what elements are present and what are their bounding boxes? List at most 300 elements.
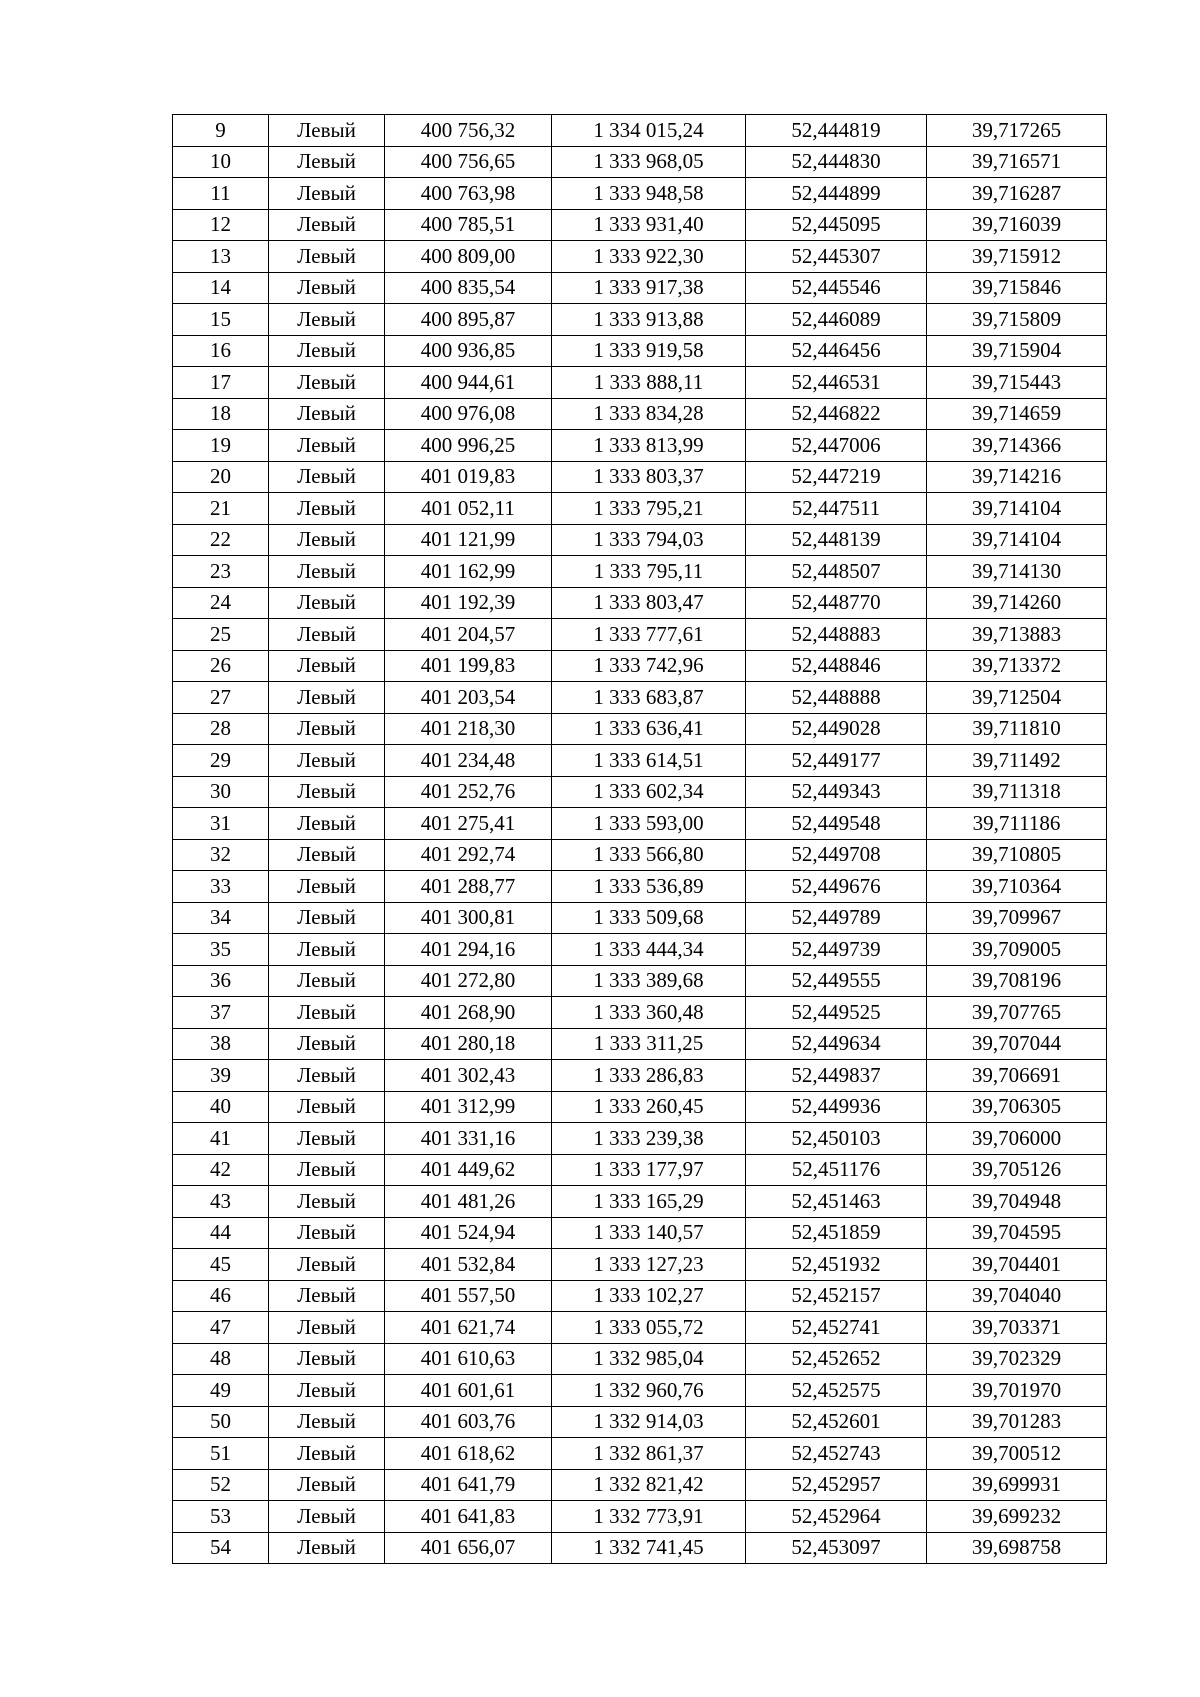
y-coordinate-cell: 1 333 917,38 (552, 272, 746, 304)
side-cell: Левый (269, 1123, 385, 1155)
longitude-cell: 39,712504 (927, 682, 1107, 714)
latitude-cell: 52,452575 (746, 1375, 927, 1407)
longitude-cell: 39,715809 (927, 304, 1107, 336)
longitude-cell: 39,710364 (927, 871, 1107, 903)
point-number-cell: 28 (173, 713, 269, 745)
table-row (173, 1060, 1107, 1092)
longitude-cell: 39,715846 (927, 272, 1107, 304)
y-coordinate-cell: 1 332 821,42 (552, 1469, 746, 1501)
latitude-cell: 52,449936 (746, 1091, 927, 1123)
y-coordinate-cell: 1 333 919,58 (552, 335, 746, 367)
side-cell: Левый (269, 115, 385, 147)
y-coordinate-cell: 1 333 177,97 (552, 1154, 746, 1186)
y-coordinate-cell: 1 333 165,29 (552, 1186, 746, 1218)
point-number-cell: 16 (173, 335, 269, 367)
table-row (173, 115, 1107, 147)
longitude-cell: 39,701970 (927, 1375, 1107, 1407)
side-cell: Левый (269, 587, 385, 619)
point-number-cell: 31 (173, 808, 269, 840)
x-coordinate-cell: 401 019,83 (385, 461, 552, 493)
longitude-cell: 39,714104 (927, 524, 1107, 556)
x-coordinate-cell: 401 601,61 (385, 1375, 552, 1407)
y-coordinate-cell: 1 332 914,03 (552, 1406, 746, 1438)
point-number-cell: 9 (173, 115, 269, 147)
longitude-cell: 39,714104 (927, 493, 1107, 525)
longitude-cell: 39,714130 (927, 556, 1107, 588)
x-coordinate-cell: 400 936,85 (385, 335, 552, 367)
latitude-cell: 52,449739 (746, 934, 927, 966)
table-row (173, 335, 1107, 367)
x-coordinate-cell: 400 756,65 (385, 146, 552, 178)
side-cell: Левый (269, 650, 385, 682)
latitude-cell: 52,447006 (746, 430, 927, 462)
latitude-cell: 52,448139 (746, 524, 927, 556)
y-coordinate-cell: 1 333 536,89 (552, 871, 746, 903)
longitude-cell: 39,714216 (927, 461, 1107, 493)
x-coordinate-cell: 401 532,84 (385, 1249, 552, 1281)
table-row (173, 493, 1107, 525)
y-coordinate-cell: 1 332 773,91 (552, 1501, 746, 1533)
x-coordinate-cell: 401 294,16 (385, 934, 552, 966)
y-coordinate-cell: 1 332 741,45 (552, 1532, 746, 1564)
x-coordinate-cell: 400 895,87 (385, 304, 552, 336)
table-row (173, 650, 1107, 682)
x-coordinate-cell: 401 300,81 (385, 902, 552, 934)
longitude-cell: 39,708196 (927, 965, 1107, 997)
longitude-cell: 39,706691 (927, 1060, 1107, 1092)
latitude-cell: 52,448846 (746, 650, 927, 682)
x-coordinate-cell: 401 610,63 (385, 1343, 552, 1375)
table-row (173, 209, 1107, 241)
table-row (173, 178, 1107, 210)
side-cell: Левый (269, 335, 385, 367)
x-coordinate-cell: 401 192,39 (385, 587, 552, 619)
side-cell: Левый (269, 493, 385, 525)
point-number-cell: 35 (173, 934, 269, 966)
latitude-cell: 52,444819 (746, 115, 927, 147)
y-coordinate-cell: 1 332 861,37 (552, 1438, 746, 1470)
x-coordinate-cell: 401 280,18 (385, 1028, 552, 1060)
latitude-cell: 52,447219 (746, 461, 927, 493)
y-coordinate-cell: 1 333 444,34 (552, 934, 746, 966)
latitude-cell: 52,451932 (746, 1249, 927, 1281)
latitude-cell: 52,449789 (746, 902, 927, 934)
latitude-cell: 52,452652 (746, 1343, 927, 1375)
table-row (173, 430, 1107, 462)
x-coordinate-cell: 401 312,99 (385, 1091, 552, 1123)
table-row (173, 461, 1107, 493)
latitude-cell: 52,445095 (746, 209, 927, 241)
point-number-cell: 12 (173, 209, 269, 241)
longitude-cell: 39,710805 (927, 839, 1107, 871)
x-coordinate-cell: 401 641,79 (385, 1469, 552, 1501)
point-number-cell: 53 (173, 1501, 269, 1533)
table-row (173, 902, 1107, 934)
longitude-cell: 39,713883 (927, 619, 1107, 651)
longitude-cell: 39,704040 (927, 1280, 1107, 1312)
latitude-cell: 52,444899 (746, 178, 927, 210)
side-cell: Левый (269, 619, 385, 651)
side-cell: Левый (269, 902, 385, 934)
x-coordinate-cell: 401 199,83 (385, 650, 552, 682)
point-number-cell: 38 (173, 1028, 269, 1060)
y-coordinate-cell: 1 332 985,04 (552, 1343, 746, 1375)
side-cell: Левый (269, 745, 385, 777)
y-coordinate-cell: 1 333 509,68 (552, 902, 746, 934)
longitude-cell: 39,701283 (927, 1406, 1107, 1438)
latitude-cell: 52,448888 (746, 682, 927, 714)
latitude-cell: 52,449177 (746, 745, 927, 777)
latitude-cell: 52,452743 (746, 1438, 927, 1470)
point-number-cell: 51 (173, 1438, 269, 1470)
side-cell: Левый (269, 304, 385, 336)
side-cell: Левый (269, 1375, 385, 1407)
point-number-cell: 33 (173, 871, 269, 903)
point-number-cell: 49 (173, 1375, 269, 1407)
latitude-cell: 52,452964 (746, 1501, 927, 1533)
point-number-cell: 48 (173, 1343, 269, 1375)
y-coordinate-cell: 1 333 742,96 (552, 650, 746, 682)
side-cell: Левый (269, 1532, 385, 1564)
side-cell: Левый (269, 461, 385, 493)
point-number-cell: 37 (173, 997, 269, 1029)
point-number-cell: 26 (173, 650, 269, 682)
latitude-cell: 52,452741 (746, 1312, 927, 1344)
point-number-cell: 11 (173, 178, 269, 210)
point-number-cell: 15 (173, 304, 269, 336)
side-cell: Левый (269, 367, 385, 399)
y-coordinate-cell: 1 333 055,72 (552, 1312, 746, 1344)
latitude-cell: 52,452157 (746, 1280, 927, 1312)
side-cell: Левый (269, 1469, 385, 1501)
latitude-cell: 52,449837 (746, 1060, 927, 1092)
x-coordinate-cell: 400 756,32 (385, 115, 552, 147)
x-coordinate-cell: 401 162,99 (385, 556, 552, 588)
x-coordinate-cell: 401 524,94 (385, 1217, 552, 1249)
table-row (173, 1438, 1107, 1470)
x-coordinate-cell: 401 603,76 (385, 1406, 552, 1438)
x-coordinate-cell: 400 809,00 (385, 241, 552, 273)
latitude-cell: 52,448507 (746, 556, 927, 588)
latitude-cell: 52,446822 (746, 398, 927, 430)
longitude-cell: 39,704595 (927, 1217, 1107, 1249)
point-number-cell: 20 (173, 461, 269, 493)
y-coordinate-cell: 1 333 636,41 (552, 713, 746, 745)
y-coordinate-cell: 1 333 813,99 (552, 430, 746, 462)
latitude-cell: 52,451463 (746, 1186, 927, 1218)
latitude-cell: 52,452601 (746, 1406, 927, 1438)
table-row (173, 713, 1107, 745)
point-number-cell: 46 (173, 1280, 269, 1312)
x-coordinate-cell: 401 331,16 (385, 1123, 552, 1155)
table-row (173, 367, 1107, 399)
longitude-cell: 39,699232 (927, 1501, 1107, 1533)
longitude-cell: 39,704401 (927, 1249, 1107, 1281)
x-coordinate-cell: 400 785,51 (385, 209, 552, 241)
side-cell: Левый (269, 1312, 385, 1344)
table-row (173, 839, 1107, 871)
longitude-cell: 39,716571 (927, 146, 1107, 178)
latitude-cell: 52,445546 (746, 272, 927, 304)
side-cell: Левый (269, 776, 385, 808)
table-row (173, 1217, 1107, 1249)
x-coordinate-cell: 400 763,98 (385, 178, 552, 210)
longitude-cell: 39,714260 (927, 587, 1107, 619)
table-row (173, 1343, 1107, 1375)
longitude-cell: 39,707044 (927, 1028, 1107, 1060)
y-coordinate-cell: 1 333 795,11 (552, 556, 746, 588)
latitude-cell: 52,446089 (746, 304, 927, 336)
side-cell: Левый (269, 241, 385, 273)
x-coordinate-cell: 401 449,62 (385, 1154, 552, 1186)
table-row (173, 1280, 1107, 1312)
longitude-cell: 39,706305 (927, 1091, 1107, 1123)
point-number-cell: 19 (173, 430, 269, 462)
x-coordinate-cell: 401 052,11 (385, 493, 552, 525)
latitude-cell: 52,449343 (746, 776, 927, 808)
y-coordinate-cell: 1 333 566,80 (552, 839, 746, 871)
longitude-cell: 39,703371 (927, 1312, 1107, 1344)
y-coordinate-cell: 1 333 922,30 (552, 241, 746, 273)
point-number-cell: 29 (173, 745, 269, 777)
table-row (173, 997, 1107, 1029)
longitude-cell: 39,715443 (927, 367, 1107, 399)
point-number-cell: 47 (173, 1312, 269, 1344)
y-coordinate-cell: 1 333 683,87 (552, 682, 746, 714)
table-row (173, 1501, 1107, 1533)
table-row (173, 682, 1107, 714)
point-number-cell: 21 (173, 493, 269, 525)
x-coordinate-cell: 401 272,80 (385, 965, 552, 997)
latitude-cell: 52,449676 (746, 871, 927, 903)
x-coordinate-cell: 401 275,41 (385, 808, 552, 840)
x-coordinate-cell: 401 292,74 (385, 839, 552, 871)
y-coordinate-cell: 1 333 888,11 (552, 367, 746, 399)
latitude-cell: 52,449708 (746, 839, 927, 871)
point-number-cell: 10 (173, 146, 269, 178)
longitude-cell: 39,700512 (927, 1438, 1107, 1470)
point-number-cell: 52 (173, 1469, 269, 1501)
table-row (173, 146, 1107, 178)
x-coordinate-cell: 400 944,61 (385, 367, 552, 399)
point-number-cell: 27 (173, 682, 269, 714)
latitude-cell: 52,450103 (746, 1123, 927, 1155)
table-row (173, 1186, 1107, 1218)
side-cell: Левый (269, 1501, 385, 1533)
point-number-cell: 22 (173, 524, 269, 556)
point-number-cell: 24 (173, 587, 269, 619)
latitude-cell: 52,449028 (746, 713, 927, 745)
table-row (173, 241, 1107, 273)
side-cell: Левый (269, 146, 385, 178)
y-coordinate-cell: 1 333 614,51 (552, 745, 746, 777)
longitude-cell: 39,717265 (927, 115, 1107, 147)
y-coordinate-cell: 1 333 360,48 (552, 997, 746, 1029)
x-coordinate-cell: 401 204,57 (385, 619, 552, 651)
point-number-cell: 14 (173, 272, 269, 304)
coordinates-table (172, 114, 1107, 1564)
side-cell: Левый (269, 272, 385, 304)
longitude-cell: 39,709005 (927, 934, 1107, 966)
x-coordinate-cell: 401 288,77 (385, 871, 552, 903)
side-cell: Левый (269, 556, 385, 588)
point-number-cell: 13 (173, 241, 269, 273)
table-body (173, 115, 1107, 1564)
side-cell: Левый (269, 209, 385, 241)
side-cell: Левый (269, 682, 385, 714)
side-cell: Левый (269, 1154, 385, 1186)
side-cell: Левый (269, 934, 385, 966)
latitude-cell: 52,447511 (746, 493, 927, 525)
longitude-cell: 39,711318 (927, 776, 1107, 808)
longitude-cell: 39,716039 (927, 209, 1107, 241)
latitude-cell: 52,451176 (746, 1154, 927, 1186)
latitude-cell: 52,448770 (746, 587, 927, 619)
longitude-cell: 39,716287 (927, 178, 1107, 210)
longitude-cell: 39,714366 (927, 430, 1107, 462)
latitude-cell: 52,449634 (746, 1028, 927, 1060)
point-number-cell: 50 (173, 1406, 269, 1438)
y-coordinate-cell: 1 333 803,37 (552, 461, 746, 493)
side-cell: Левый (269, 713, 385, 745)
x-coordinate-cell: 401 268,90 (385, 997, 552, 1029)
y-coordinate-cell: 1 333 913,88 (552, 304, 746, 336)
table-row (173, 1375, 1107, 1407)
table-row (173, 619, 1107, 651)
side-cell: Левый (269, 965, 385, 997)
side-cell: Левый (269, 871, 385, 903)
latitude-cell: 52,452957 (746, 1469, 927, 1501)
x-coordinate-cell: 401 656,07 (385, 1532, 552, 1564)
latitude-cell: 52,444830 (746, 146, 927, 178)
side-cell: Левый (269, 1406, 385, 1438)
x-coordinate-cell: 401 481,26 (385, 1186, 552, 1218)
side-cell: Левый (269, 1438, 385, 1470)
side-cell: Левый (269, 1343, 385, 1375)
side-cell: Левый (269, 430, 385, 462)
point-number-cell: 40 (173, 1091, 269, 1123)
latitude-cell: 52,446531 (746, 367, 927, 399)
table-row (173, 1091, 1107, 1123)
table-row (173, 304, 1107, 336)
table-row (173, 398, 1107, 430)
y-coordinate-cell: 1 333 794,03 (552, 524, 746, 556)
y-coordinate-cell: 1 333 140,57 (552, 1217, 746, 1249)
x-coordinate-cell: 400 996,25 (385, 430, 552, 462)
x-coordinate-cell: 400 835,54 (385, 272, 552, 304)
longitude-cell: 39,707765 (927, 997, 1107, 1029)
point-number-cell: 54 (173, 1532, 269, 1564)
side-cell: Левый (269, 808, 385, 840)
side-cell: Левый (269, 1060, 385, 1092)
latitude-cell: 52,446456 (746, 335, 927, 367)
y-coordinate-cell: 1 333 948,58 (552, 178, 746, 210)
table-row (173, 1123, 1107, 1155)
point-number-cell: 42 (173, 1154, 269, 1186)
side-cell: Левый (269, 997, 385, 1029)
point-number-cell: 25 (173, 619, 269, 651)
side-cell: Левый (269, 1280, 385, 1312)
longitude-cell: 39,713372 (927, 650, 1107, 682)
y-coordinate-cell: 1 333 931,40 (552, 209, 746, 241)
point-number-cell: 44 (173, 1217, 269, 1249)
table-row (173, 808, 1107, 840)
point-number-cell: 41 (173, 1123, 269, 1155)
y-coordinate-cell: 1 333 795,21 (552, 493, 746, 525)
table-row (173, 934, 1107, 966)
point-number-cell: 18 (173, 398, 269, 430)
longitude-cell: 39,711492 (927, 745, 1107, 777)
y-coordinate-cell: 1 333 834,28 (552, 398, 746, 430)
x-coordinate-cell: 401 234,48 (385, 745, 552, 777)
x-coordinate-cell: 401 618,62 (385, 1438, 552, 1470)
longitude-cell: 39,711186 (927, 808, 1107, 840)
latitude-cell: 52,449525 (746, 997, 927, 1029)
point-number-cell: 17 (173, 367, 269, 399)
point-number-cell: 34 (173, 902, 269, 934)
longitude-cell: 39,714659 (927, 398, 1107, 430)
side-cell: Левый (269, 524, 385, 556)
table-row (173, 556, 1107, 588)
y-coordinate-cell: 1 333 311,25 (552, 1028, 746, 1060)
table-row (173, 871, 1107, 903)
x-coordinate-cell: 401 252,76 (385, 776, 552, 808)
longitude-cell: 39,698758 (927, 1532, 1107, 1564)
latitude-cell: 52,449555 (746, 965, 927, 997)
point-number-cell: 30 (173, 776, 269, 808)
x-coordinate-cell: 401 121,99 (385, 524, 552, 556)
y-coordinate-cell: 1 333 968,05 (552, 146, 746, 178)
side-cell: Левый (269, 398, 385, 430)
y-coordinate-cell: 1 333 803,47 (552, 587, 746, 619)
point-number-cell: 39 (173, 1060, 269, 1092)
y-coordinate-cell: 1 333 127,23 (552, 1249, 746, 1281)
latitude-cell: 52,451859 (746, 1217, 927, 1249)
latitude-cell: 52,453097 (746, 1532, 927, 1564)
side-cell: Левый (269, 1249, 385, 1281)
y-coordinate-cell: 1 333 239,38 (552, 1123, 746, 1155)
y-coordinate-cell: 1 333 286,83 (552, 1060, 746, 1092)
point-number-cell: 36 (173, 965, 269, 997)
longitude-cell: 39,709967 (927, 902, 1107, 934)
latitude-cell: 52,449548 (746, 808, 927, 840)
point-number-cell: 43 (173, 1186, 269, 1218)
side-cell: Левый (269, 1186, 385, 1218)
side-cell: Левый (269, 178, 385, 210)
longitude-cell: 39,702329 (927, 1343, 1107, 1375)
table-row (173, 745, 1107, 777)
y-coordinate-cell: 1 333 593,00 (552, 808, 746, 840)
x-coordinate-cell: 401 218,30 (385, 713, 552, 745)
x-coordinate-cell: 401 641,83 (385, 1501, 552, 1533)
latitude-cell: 52,445307 (746, 241, 927, 273)
table-row (173, 1469, 1107, 1501)
longitude-cell: 39,715904 (927, 335, 1107, 367)
table-row (173, 1312, 1107, 1344)
table-row (173, 1406, 1107, 1438)
side-cell: Левый (269, 1028, 385, 1060)
y-coordinate-cell: 1 333 389,68 (552, 965, 746, 997)
longitude-cell: 39,705126 (927, 1154, 1107, 1186)
y-coordinate-cell: 1 333 777,61 (552, 619, 746, 651)
table-row (173, 587, 1107, 619)
longitude-cell: 39,715912 (927, 241, 1107, 273)
point-number-cell: 32 (173, 839, 269, 871)
longitude-cell: 39,699931 (927, 1469, 1107, 1501)
x-coordinate-cell: 400 976,08 (385, 398, 552, 430)
x-coordinate-cell: 401 557,50 (385, 1280, 552, 1312)
point-number-cell: 45 (173, 1249, 269, 1281)
